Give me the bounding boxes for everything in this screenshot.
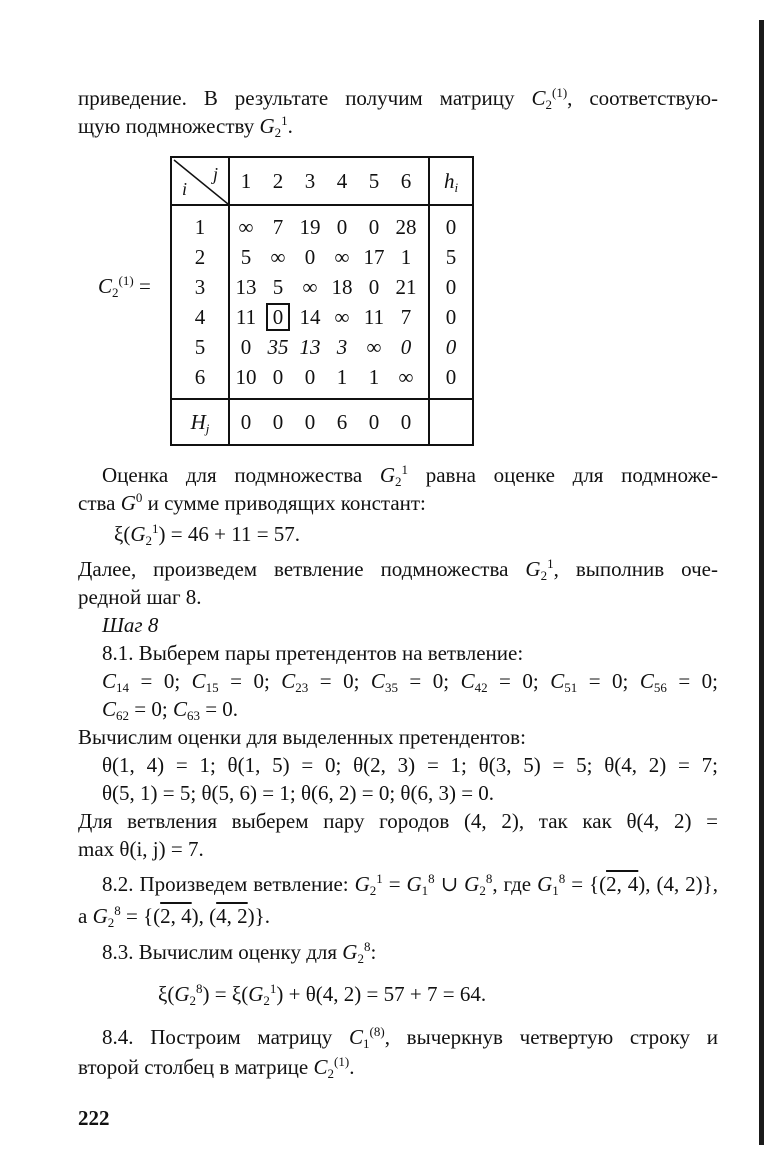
- col-header: 5: [358, 157, 390, 205]
- matrix-cell: [262, 302, 294, 332]
- matrix-cell: 0: [336, 214, 348, 239]
- H-value: 0: [294, 399, 326, 445]
- s81-choice-line-2: max θ(i, j) = 7.: [78, 837, 204, 861]
- s81-theta-line-1: θ(1, 4) = 1; θ(1, 5) = 0; θ(2, 3) = 1; θ(3, 5) = 5; θ(4, 2) = 7;: [102, 753, 718, 777]
- matrix-cell: 0: [304, 364, 316, 389]
- matrix-row: [171, 205, 473, 242]
- matrix-cell: 1: [400, 244, 412, 269]
- h-value: 0: [429, 302, 473, 332]
- para2-line-1: Далее, произведем ветвление подмножества $G_2^1$, выполнив оче-: [78, 556, 718, 583]
- matrix-cell: 0: [272, 364, 284, 389]
- matrix-cell: 1: [336, 364, 348, 389]
- para1-formula: $\xi(G_2^1) = 46 + 11 = 57$.: [114, 521, 301, 548]
- matrix-cell: 7: [272, 214, 284, 239]
- row-index: 2: [171, 242, 229, 272]
- matrix-cell: 0: [368, 214, 380, 239]
- matrix-cell: 3: [336, 334, 348, 359]
- row-index: 1: [171, 205, 229, 242]
- matrix-row: [171, 302, 473, 332]
- matrix-header-row: [171, 157, 473, 205]
- intro-line-2: щую подмножеству $G_2^1$.: [78, 113, 293, 140]
- matrix-cell: 7: [400, 304, 412, 329]
- matrix-cell: ∞: [238, 214, 254, 239]
- matrix-cell: 35: [267, 334, 289, 359]
- matrix-cell: 14: [299, 304, 321, 329]
- matrix-cell: 11: [235, 304, 257, 329]
- col-header: 1: [229, 157, 262, 205]
- matrix-row: [171, 362, 473, 399]
- s83-title: 8.3. Вычислим оценку для $G_2^8$:: [102, 939, 377, 966]
- H-row-label: $H_j$: [171, 399, 229, 445]
- matrix-cell: 21: [395, 274, 417, 299]
- H-row-empty-cell: [429, 399, 473, 445]
- matrix-cell: 0: [240, 334, 252, 359]
- H-value: 6: [326, 399, 358, 445]
- boxed-zero: 0: [266, 303, 290, 331]
- col-header: 2: [262, 157, 294, 205]
- matrix-cell: ∞: [270, 244, 286, 269]
- h-column-header: $h_i$: [429, 157, 473, 205]
- matrix-cell: 13: [235, 274, 257, 299]
- row-index: 5: [171, 332, 229, 362]
- matrix-cell: 28: [395, 214, 417, 239]
- matrix-label: $C_2^{(1)}$ =: [98, 273, 151, 300]
- matrix-cell: 10: [235, 364, 257, 389]
- para1-line-2: ства $G^0$ и сумме приводящих констант:: [78, 490, 426, 515]
- col-header: 4: [326, 157, 358, 205]
- matrix-cell: ∞: [366, 334, 382, 359]
- matrix-cell: 11: [363, 304, 385, 329]
- para1-line-1: Оценка для подмножества $G_2^1$ равна оценке для подмноже-: [102, 462, 718, 489]
- row-index: 4: [171, 302, 229, 332]
- matrix-cell: 17: [363, 244, 385, 269]
- matrix-cell: ∞: [398, 364, 414, 389]
- corner-i-label: i: [182, 179, 188, 199]
- H-value: 0: [262, 399, 294, 445]
- row-index: 6: [171, 362, 229, 399]
- matrix-cell: 18: [331, 274, 353, 299]
- s84-line-2: второй столбец в матрице $C_2^{(1)}$.: [78, 1054, 355, 1081]
- s84-line-1: 8.4. Построим матрицу $C_1^{(8)}$, вычеркнув четвертую строку и: [102, 1024, 718, 1051]
- h-value: 0: [429, 362, 473, 399]
- matrix-row: [171, 272, 473, 302]
- matrix-cell: 5: [272, 274, 284, 299]
- matrix-corner-cell: [171, 157, 229, 205]
- s82-line-2: а $G_2^8 = \{(2$, 4), (4, 2)}.: [78, 903, 270, 930]
- matrix-cell: 5: [240, 244, 252, 269]
- matrix-cell: 0: [368, 274, 380, 299]
- s81-pairs-line-2: $C_{62} = 0$; $C_{63} = 0$.: [102, 697, 239, 723]
- matrix-cell: ∞: [302, 274, 318, 299]
- intro-line-1: приведение. В результате получим матрицу $C_2^{(1)}$, соответствую-: [78, 85, 718, 112]
- s81-choice-line-1: Для ветвления выберем пару городов (4, 2), так как θ(4, 2) =: [78, 809, 718, 833]
- page-number: 222: [78, 1106, 110, 1130]
- h-value: 5: [429, 242, 473, 272]
- h-value: 0: [429, 205, 473, 242]
- corner-j-label: j: [212, 164, 218, 184]
- H-value: 0: [358, 399, 390, 445]
- matrix-cell: 19: [299, 214, 321, 239]
- h-value: 0: [429, 272, 473, 302]
- matrix-cell: 1: [368, 364, 380, 389]
- H-value: 0: [390, 399, 429, 445]
- matrix-cell: ∞: [334, 304, 350, 329]
- s81-pairs-line-1: $C_{14} = 0$; $C_{15} = 0$; $C_{23} = 0$; $C_{35} = 0$; $C_{42} = 0$; $C_{51} = 0$; $C_{56} = 0$;: [102, 669, 718, 695]
- s82-line-1: 8.2. Произведем ветвление: $G_2^1 = G_1^8$ ∪ $G_2^8$, где $G_1^8 = \{(2$, 4), (4, 2)},: [102, 871, 718, 898]
- H-row: [171, 399, 473, 445]
- matrix-row: [171, 242, 473, 272]
- s81-theta-line-2: θ(5, 1) = 5; θ(5, 6) = 1; θ(6, 2) = 0; θ(6, 3) = 0.: [102, 781, 495, 805]
- h-value: 0: [429, 332, 473, 362]
- para2-line-2: редной шаг 8.: [78, 585, 202, 609]
- cost-matrix-table: [170, 156, 474, 446]
- col-header: 3: [294, 157, 326, 205]
- matrix-cell: 0: [304, 244, 316, 269]
- H-value: 0: [229, 399, 262, 445]
- matrix-row: [171, 332, 473, 362]
- row-index: 3: [171, 272, 229, 302]
- s83-formula: $\xi(G_2^8) = \xi(G_2^1) + \theta(4$, 2) = 57 + 7 = 64.: [158, 981, 487, 1008]
- corner-diagonal: [172, 158, 228, 204]
- matrix-cell: 0: [400, 334, 412, 359]
- step-heading: Шаг 8: [102, 613, 159, 637]
- page-edge-line: [759, 20, 764, 1145]
- s81-title: 8.1. Выберем пары претендентов на ветвление:: [102, 641, 524, 665]
- col-header: 6: [390, 157, 429, 205]
- matrix-cell: 13: [299, 334, 321, 359]
- matrix-cell: ∞: [334, 244, 350, 269]
- s81-eval-title: Вычислим оценки для выделенных претендентов:: [78, 725, 526, 749]
